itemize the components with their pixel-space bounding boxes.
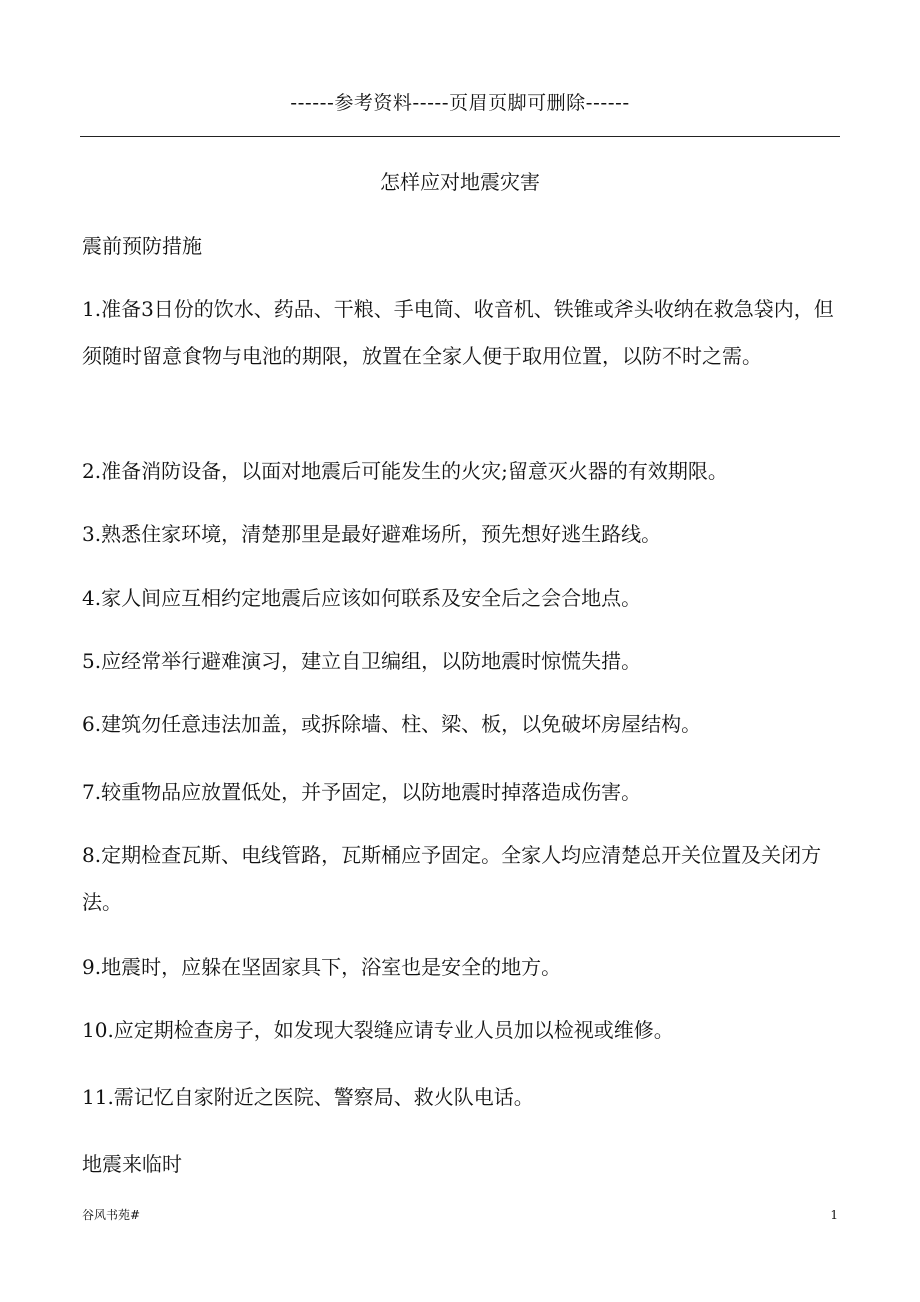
list-item-9: 9.地震时，应躲在坚固家具下，浴室也是安全的地方。 — [82, 955, 562, 979]
list-item-1: 1.准备3日份的饮水、药品、干粮、手电筒、收音机、铁锥或斧头收纳在救急袋内，但须随时留意食物与电池的期限，放置在全家人便于取用位置，以防不时之需。 — [82, 297, 834, 368]
footer-page-number: 1 — [830, 1208, 838, 1222]
page-header-text: ------参考资料-----页眉页脚可删除------ — [290, 92, 630, 114]
section-heading-pre-quake: 震前预防措施 — [82, 234, 202, 258]
list-item-4: 4.家人间应互相约定地震后应该如何联系及安全后之会合地点。 — [82, 586, 642, 610]
list-item-2: 2.准备消防设备，以面对地震后可能发生的火灾;留意灭火器的有效期限。 — [82, 459, 728, 483]
list-item-3: 3.熟悉住家环境，清楚那里是最好避难场所，预先想好逃生路线。 — [82, 522, 662, 546]
list-item-7: 7.较重物品应放置低处，并予固定，以防地震时掉落造成伤害。 — [82, 780, 642, 804]
header-divider — [80, 136, 840, 137]
list-item-6: 6.建筑勿任意违法加盖，或拆除墙、柱、梁、板，以免破坏房屋结构。 — [82, 712, 702, 736]
list-item-10: 10.应定期检查房子，如发现大裂缝应请专业人员加以检视或维修。 — [82, 1018, 674, 1042]
footer-source-text: 谷风书苑# — [82, 1208, 141, 1222]
list-item-11: 11.需记忆自家附近之医院、警察局、救火队电话。 — [82, 1085, 534, 1109]
list-item-5: 5.应经常举行避难演习，建立自卫编组，以防地震时惊慌失措。 — [82, 649, 642, 673]
section-heading-during-quake: 地震来临时 — [82, 1152, 182, 1176]
list-item-8: 8.定期检查瓦斯、电线管路，瓦斯桶应予固定。全家人均应清楚总开关位置及关闭方法。 — [82, 843, 822, 914]
document-title: 怎样应对地震灾害 — [380, 170, 540, 194]
